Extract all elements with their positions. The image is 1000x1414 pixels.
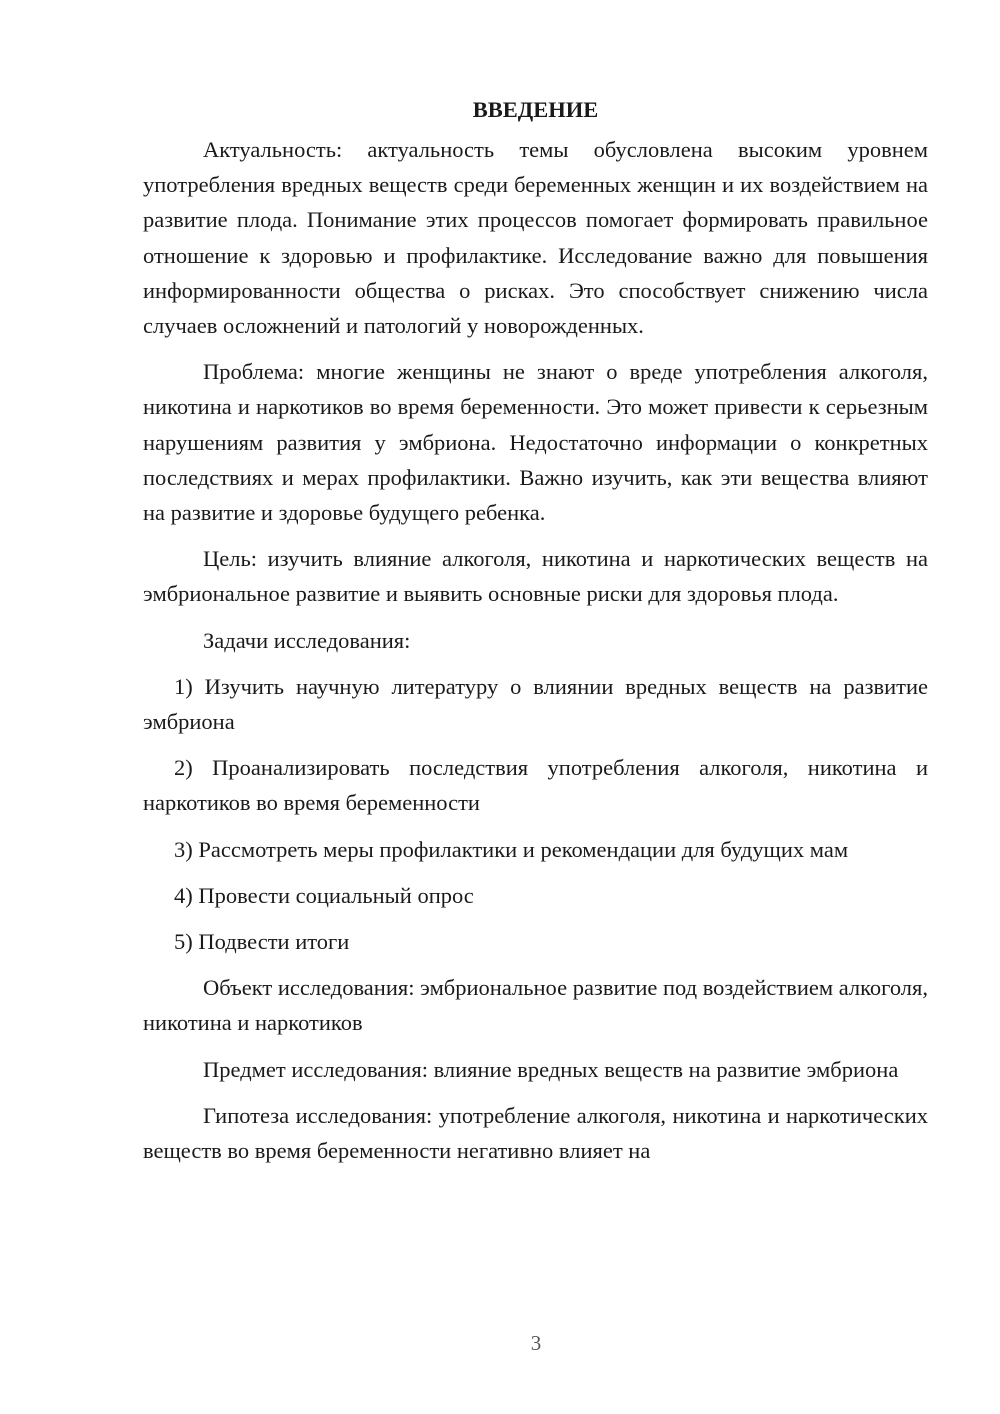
page-number: 3 <box>530 1331 542 1355</box>
paragraph-goal: Цель: изучить влияние алкоголя, никотина и наркотических веществ на эмбриональное развитие и выявить основные риски для здоровья плода. <box>143 546 928 607</box>
paragraph-tasks-title: Задачи исследования: <box>203 627 411 653</box>
paragraph-object: Объект исследования: эмбриональное развитие под воздействием алкоголя, никотина и наркотиков <box>143 975 928 1036</box>
paragraph-problem: Проблема: многие женщины не знают о вреде употребления алкоголя, никотина и наркотиков во время беременности. Это может привести к серьезным нарушениям развития у эмбриона. Недостаточно информации о конкретных последствиях и мерах профилактики. Важно изучить, как эти вещества влияют на развитие и здоровье будущего ребенка. <box>143 359 928 526</box>
page-body <box>143 92 928 1179</box>
paragraph-subject: Предмет исследования: влияние вредных веществ на развитие эмбриона <box>203 1056 899 1082</box>
task-item-5: 5) Подвести итоги <box>174 929 350 955</box>
task-item-1: 1) Изучить научную литературу о влиянии вредных веществ на развитие эмбриона <box>143 673 928 735</box>
section-heading: ВВЕДЕНИЕ <box>472 97 599 122</box>
task-item-2: 2) Проанализировать последствия употребления алкоголя, никотина и наркотиков во время беременности <box>143 755 928 816</box>
task-item-3: 3) Рассмотреть меры профилактики и рекомендации для будущих мам <box>174 836 849 862</box>
paragraph-relevance: Актуальность: актуальность темы обусловлена высоким уровнем употребления вредных веществ среди беременных женщин и их воздействием на развитие плода. Понимание этих процессов помогает формировать правильное отношение к здоровью и профилактике. Исследование важно для повышения информированности общества о рисках. Это способствует снижению числа случаев осложнений и патологий у новорожденных. <box>143 137 928 339</box>
task-item-4: 4) Провести социальный опрос <box>174 882 474 908</box>
paragraph-hypothesis: Гипотеза исследования: употребление алкоголя, никотина и наркотических веществ во время беременности негативно влияет на <box>143 1102 928 1164</box>
